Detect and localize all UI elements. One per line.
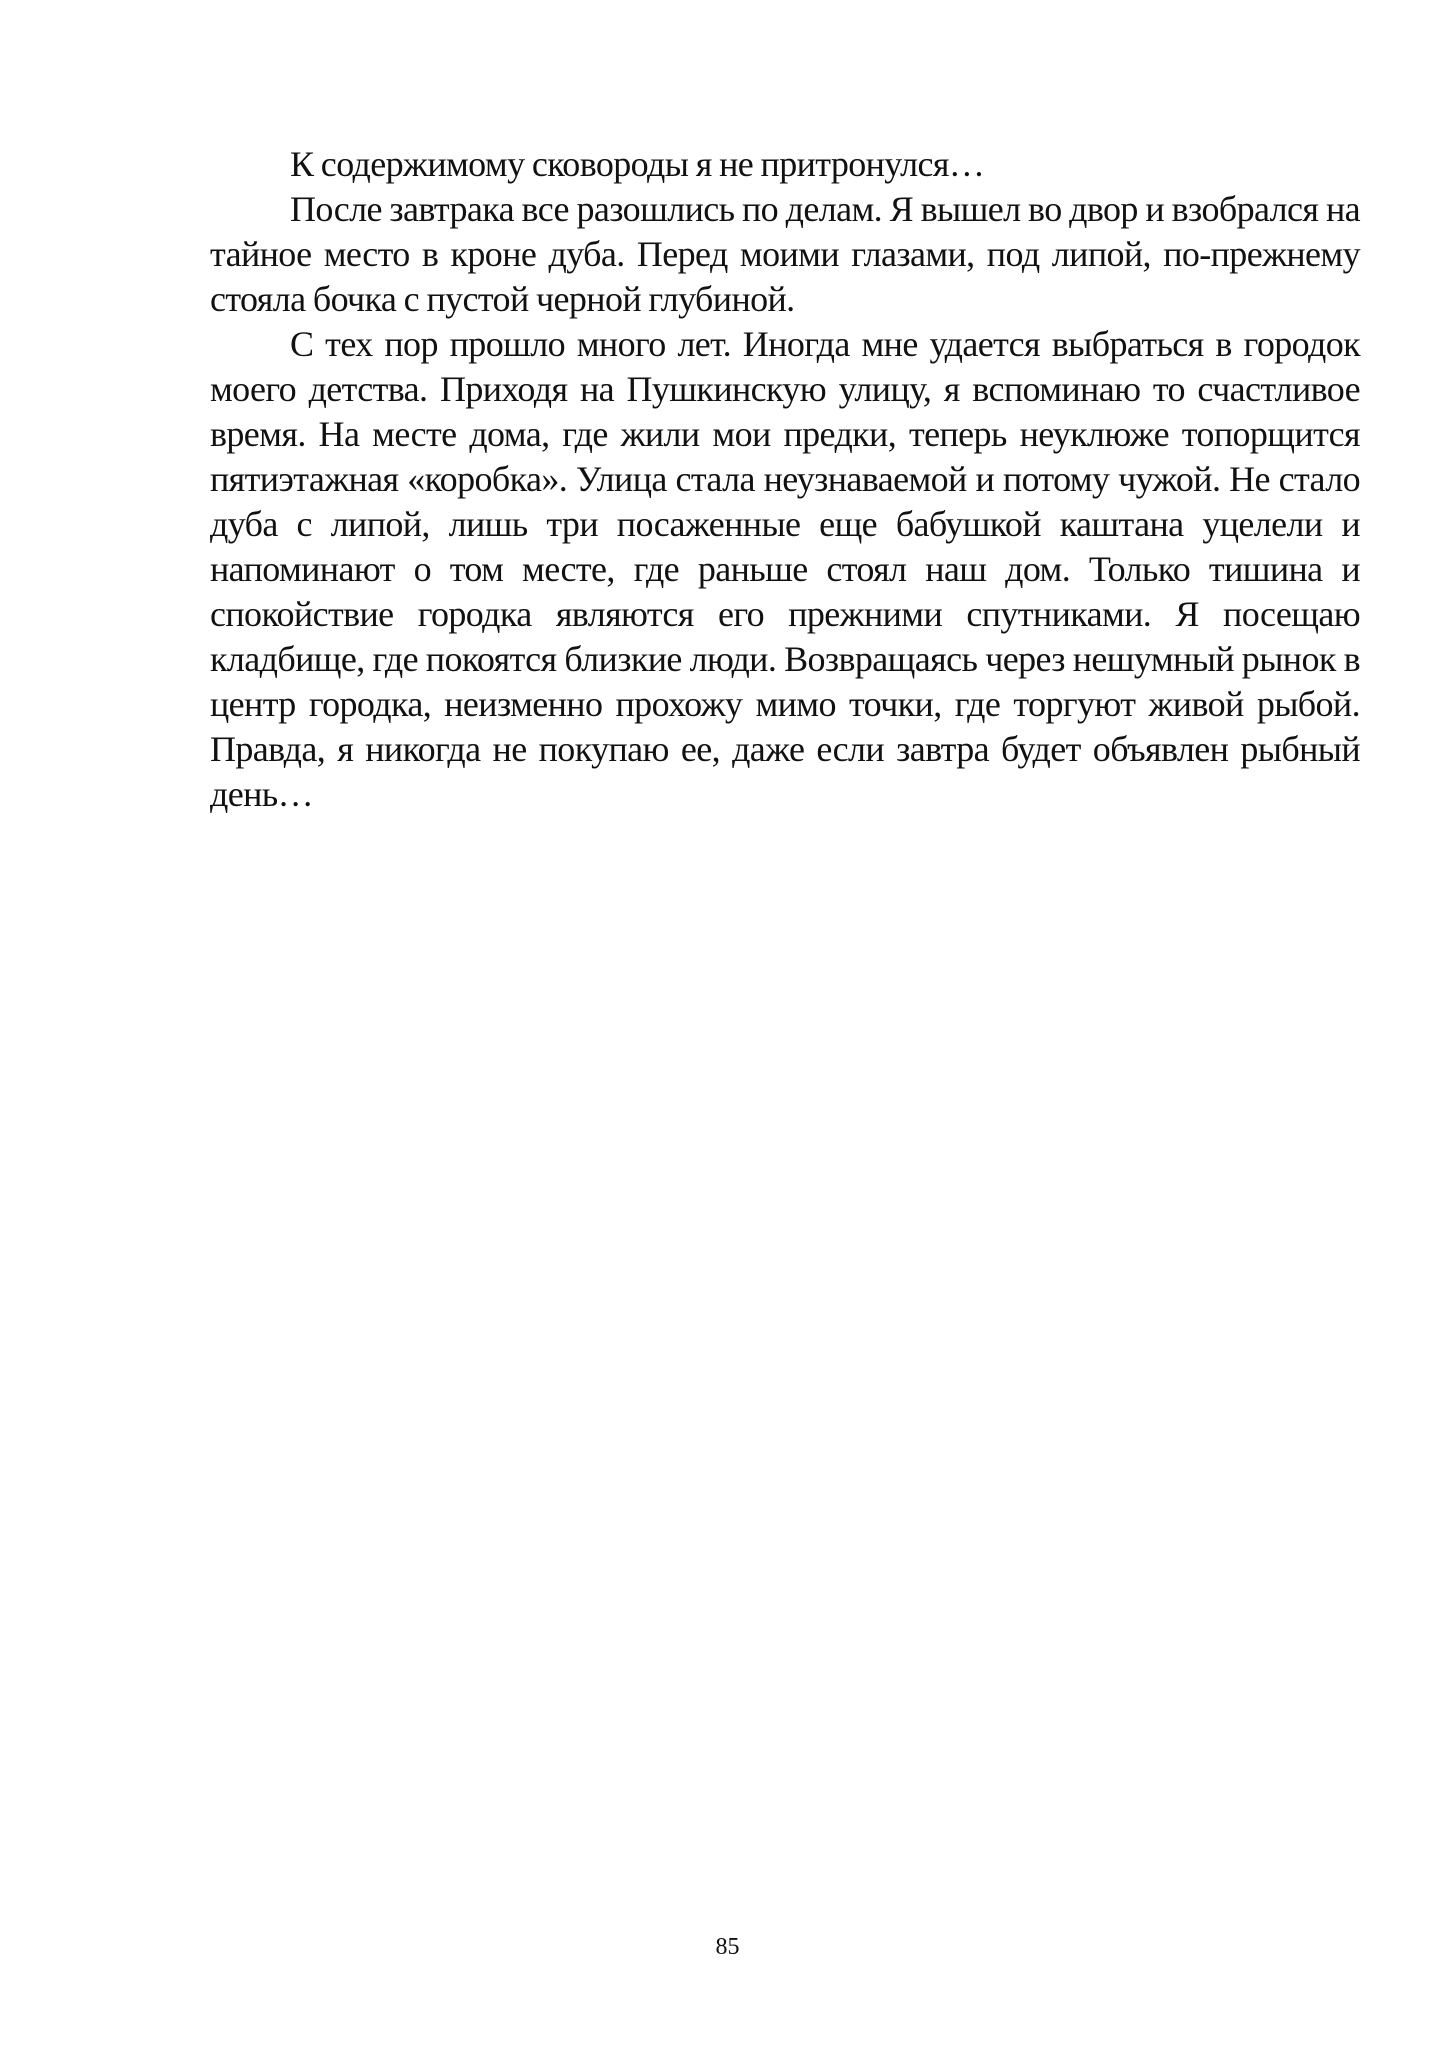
paragraph-3: С тех пор прошло много лет. Иногда мне удается выбраться в городок моего детства. Приходя на Пушкинскую улицу, я вспоминаю то счастливое время. На месте дома, где жили мои предки, теперь неуклюже топорщится пятиэтажная «коробка». Улица стала неузнаваемой и потому чужой. Не стало дуба с липой, лишь три посаженные еще бабушкой каштана уцелели и напоминают о том месте, где раньше стоял наш дом. Только тишина и спокойствие городка являются его прежними спутниками. Я посещаю кладбище, где покоятся близкие люди. Возвращаясь через нешумный рынок в центр городка, неизменно прохожу мимо точки, где торгуют живой рыбой. Правда, я никогда не покупаю ее, даже если завтра будет объявлен рыбный день… bbox=[210, 324, 1360, 814]
paragraph-2: После завтрака все разошлись по делам. Я вышел во двор и взобрался на тайное место в кроне дуба. Перед моими глазами, под липой, по-прежнему стояла бочка с пустой черной глубиной. bbox=[210, 189, 1360, 319]
paragraph-1: К содержимому сковороды я не притронулся… bbox=[290, 144, 985, 184]
page-number: 85 bbox=[715, 1934, 740, 1960]
body-text bbox=[210, 142, 1360, 817]
